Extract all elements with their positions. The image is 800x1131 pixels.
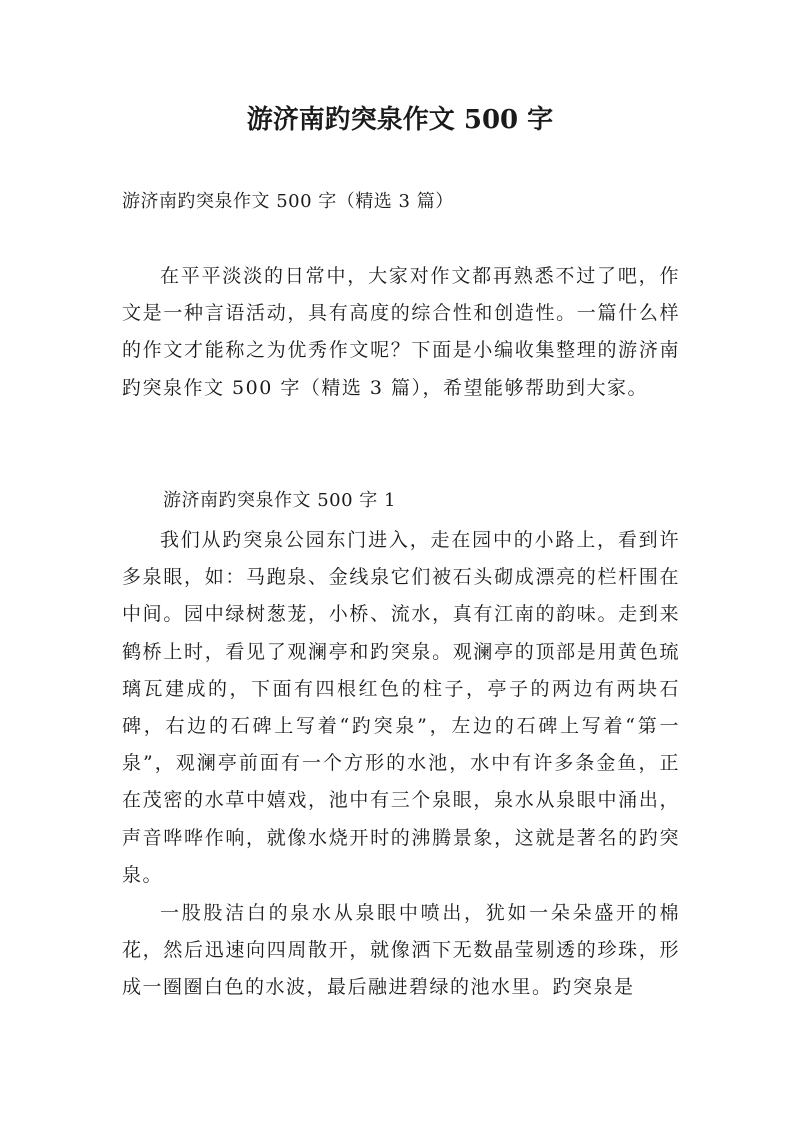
- essay-paragraph: 我们从趵突泉公园东门进入，走在园中的小路上，看到许多泉眼，如：马跑泉、金线泉它们被石头砌成漂亮的栏杆围在中间。园中绿树葱茏，小桥、流水，真有江南的韵味。走到来鹤桥上时，看见了观澜亭和趵突泉。观澜亭的顶部是用黄色琉璃瓦建成的，下面有四根红色的柱子，亭子的两边有两块石碑，右边的石碑上写着“趵突泉”，左边的石碑上写着“第一泉”，观澜亭前面有一个方形的水池，水中有许多条金鱼，正在茂密的水草中嬉戏，池中有三个泉眼，泉水从泉眼中涌出，声音哗哗作响，就像水烧开时的沸腾景象，这就是著名的趵突泉。: [122, 529, 680, 886]
- essay-heading: 游济南趵突泉作文 500 字 1: [163, 490, 396, 511]
- essay-paragraph: 一股股洁白的泉水从泉眼中喷出，犹如一朵朵盛开的棉花，然后迅速向四周散开，就像洒下无数晶莹剔透的珍珠，形成一圈圈白色的水波，最后融进碧绿的池水里。趵突泉是: [122, 902, 680, 999]
- document-title: 游济南趵突泉作文 500 字: [246, 105, 554, 135]
- document-subtitle: 游济南趵突泉作文 500 字（精选 3 篇）: [122, 191, 454, 212]
- intro-paragraph: 在平平淡淡的日常中，大家对作文都再熟悉不过了吧，作文是一种言语活动，具有高度的综合性和创造性。一篇什么样的作文才能称之为优秀作文呢？下面是小编收集整理的游济南趵突泉作文 500 字（精选 3 篇），希望能够帮助到大家。: [122, 265, 680, 399]
